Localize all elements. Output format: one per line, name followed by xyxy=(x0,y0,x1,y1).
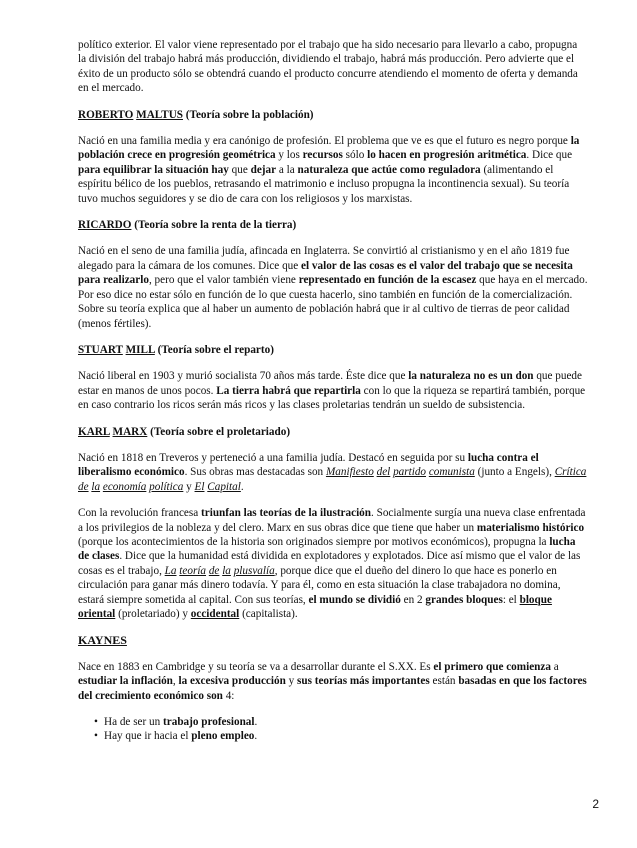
heading-name: ROBERTO xyxy=(78,108,134,121)
heading-name: MARX xyxy=(112,425,148,438)
factors-list xyxy=(78,715,588,744)
section-heading-kaynes xyxy=(78,633,588,647)
heading-name: MILL xyxy=(125,343,155,356)
marx-paragraph-2: Con la revolución francesa triunfan las teorías de la ilustración. Socialmente surgía una nueva clase enfrentada a los privilegios de la nobleza y del clero. Marx en sus obras dice que tiene que haber un materialismo histórico (porque los acontecimientos de la historia son originados siempre por motivos económicos), propugna la lucha de clases. Dice que la humanidad está dividida en explotadores y explotados. Dice así mismo que el valor de las cosas es el trabajo, La teoría de la plusvalía, porque dice que el dueño del dinero lo que hace es ponerlo en circulación para ganar más dinero todavía. Y para él, como en esta situación la clase trabajadora no domina, estará siempre sometida al capital. Con sus teorías, el mundo se dividió en 2 grandes bloques: el bloque oriental (proletariado) y occidental (capitalista). xyxy=(78,507,586,620)
section-heading-ricardo xyxy=(78,218,588,232)
ricardo-paragraph: Nació en el seno de una familia judía, afincada en Inglaterra. Se convirtió al cristianismo y en el año 1819 fue alegado para la cámara de los comunes. Dice que el valor de las cosas es el valor del trabajo que se necesita para realizarlo, pero que el valor también viene representado en función de la escasez que haya en el mercado. Por eso dice no estar sólo en función de lo que cuesta hacerlo, sino también en función de la comercialización. Sobre su teoría explica que al haber un aumento de población habrá que ir al cultivo de tierras de peor calidad (menos fértiles). xyxy=(78,245,588,330)
intro-paragraph: político exterior. El valor viene representado por el trabajo que ha sido necesario para llevarlo a cabo, propugna la división del trabajo habrá más producción, dividiendo el trabajo, habrá más producción. Pero advierte que el éxito de un producto sólo se obtendrá cuando el producto concurre atendiendo el momento de oferta y demanda en el mercado. xyxy=(78,39,578,95)
heading-name: KAYNES xyxy=(78,633,127,648)
mill-paragraph: Nació liberal en 1903 y murió socialista 70 años más tarde. Éste dice que la naturaleza no es un don que puede estar en manos de unos pocos. La tierra habrá que repartirla con lo que la riqueza se repartirá también, porque en caso contrario los ricos serán más ricos y las clases proletarias tendrán un sueldo de subsistencia. xyxy=(78,370,586,412)
heading-subtitle: (Teoría sobre el proletariado) xyxy=(150,425,291,438)
list-item: • Ha de ser un trabajo profesional. xyxy=(94,716,258,729)
heading-name: MALTUS xyxy=(136,108,183,121)
heading-subtitle: (Teoría sobre el reparto) xyxy=(157,343,274,356)
heading-name: STUART xyxy=(78,343,123,356)
section-heading-marx xyxy=(78,425,588,439)
kaynes-paragraph: Nace en 1883 en Cambridge y su teoría se va a desarrollar durante el S.XX. Es el primero que comienza a estudiar la inflación, la excesiva producción y sus teorías más importantes están basadas en que los factores del crecimiento económico son 4: xyxy=(78,660,587,702)
heading-name: RICARDO xyxy=(78,219,132,232)
heading-subtitle: (Teoría sobre la renta de la tierra) xyxy=(134,219,297,232)
section-heading-mill xyxy=(78,343,588,357)
maltus-paragraph: Nació en una familia media y era canónigo de profesión. El problema que ve es que el futuro es negro porque la población crece en progresión geométrica y los recursos sólo lo hacen en progresión aritmética. Dice que para equilibrar la situación hay que dejar a la naturaleza que actúe como reguladora (alimentando el espíritu bélico de los pueblos, retrasando el matrimonio e incluso propugna la incontinencia sexual). Su teoría tuvo muchos seguidores y se dio de cara con los religiosos y los marxistas. xyxy=(78,135,580,205)
document-page xyxy=(78,38,588,744)
bullet-icon: • xyxy=(94,716,98,729)
bullet-icon: • xyxy=(94,730,98,743)
list-item: • Hay que ir hacia el pleno empleo. xyxy=(94,730,258,743)
heading-subtitle: (Teoría sobre la población) xyxy=(185,108,314,121)
section-heading-maltus xyxy=(78,108,588,122)
page-number: 2 xyxy=(592,797,599,811)
marx-paragraph-1: Nació en 1818 en Treveros y perteneció a una familia judía. Destacó en seguida por su lucha contra el liberalismo económico. Sus obras mas destacadas son Manifiesto del partido comunista (junto a Engels), Crítica de la economía política y El Capital. xyxy=(78,451,587,493)
heading-name: KARL xyxy=(78,425,110,438)
